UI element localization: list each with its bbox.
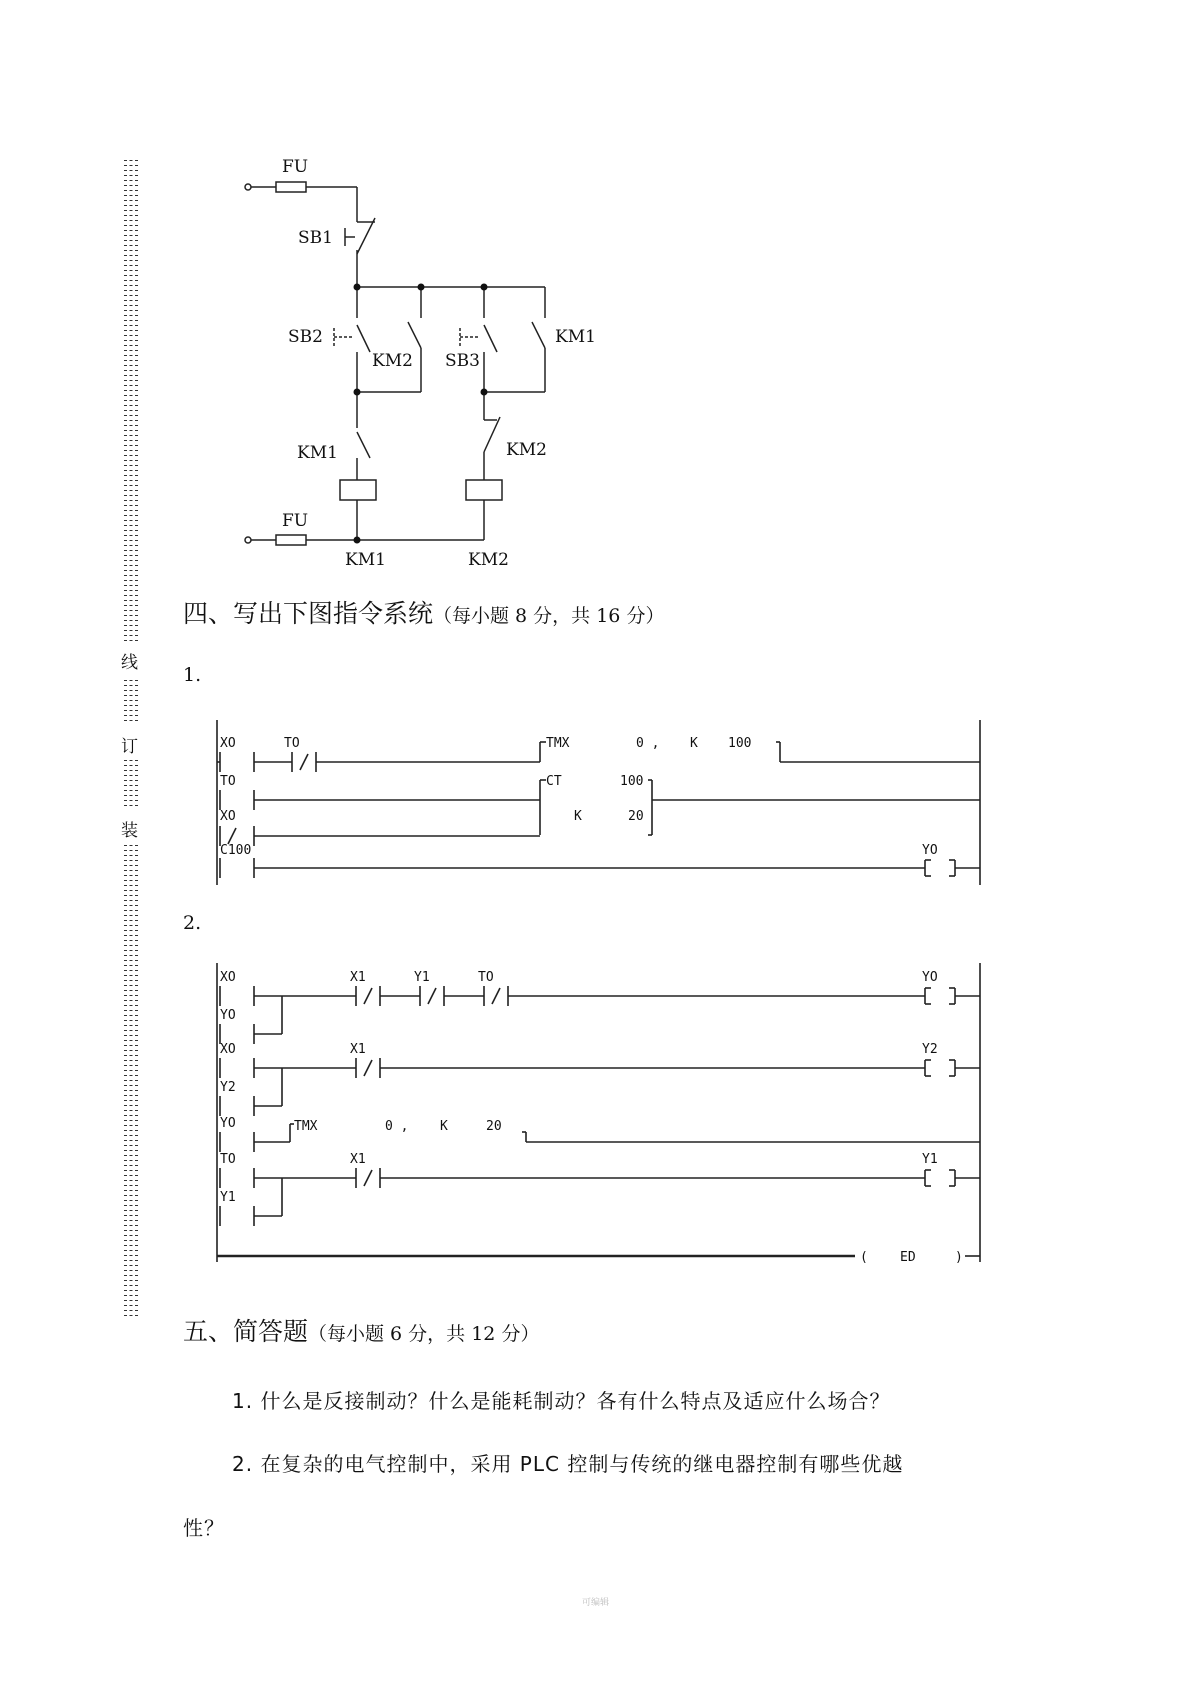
binding-dash (124, 1290, 138, 1291)
section5-heading: 五、简答题 (183, 1317, 309, 1346)
l1-ct-k: K (574, 809, 582, 824)
l2-r1-out-y0: YO (922, 970, 938, 985)
section5-q1: 1. 什么是反接制动？什么是能耗制动？各有什么特点及适应什么场合？ (232, 1389, 891, 1413)
l1-tmx-val: 100 (728, 736, 752, 751)
binding-dash (124, 900, 138, 901)
l1-tmx-no: 0 , (636, 736, 660, 751)
l2-tmx-val: 20 (486, 1119, 502, 1134)
l2-r2-x1: X1 (350, 1042, 366, 1057)
l2-r4-hold-y1: Y1 (220, 1190, 236, 1205)
l2-end: ED (900, 1250, 916, 1265)
binding-dash (124, 625, 138, 626)
l2-r2-x0: XO (220, 1042, 236, 1057)
binding-dash (124, 950, 138, 951)
binding-dash (124, 930, 138, 931)
page-footer: 可编辑 (581, 1598, 609, 1608)
binding-dash (124, 700, 138, 701)
l2-r1-hold-y0: YO (220, 1008, 236, 1023)
l2-r2-out-y2: Y2 (922, 1042, 938, 1057)
binding-dash (124, 635, 138, 636)
section5-q2-line2: 性？ (183, 1516, 225, 1540)
binding-dash (124, 580, 138, 581)
label-km2-interlock: KM2 (506, 440, 547, 460)
l2-end-close: ) (955, 1250, 963, 1265)
section5-q2-line1: 2. 在复杂的电气控制中，采用 PLC 控制与传统的继电器控制有哪些优越 (232, 1452, 904, 1476)
binding-dash (124, 1285, 138, 1286)
binding-dash (124, 915, 138, 916)
fuse-bottom (276, 535, 306, 545)
coil-km2 (466, 480, 502, 500)
relay-circuit-diagram (0, 0, 1191, 580)
section5-title (183, 1312, 539, 1348)
fuse-top (276, 182, 306, 192)
binding-dash (124, 1305, 138, 1306)
l1-contact-t0-r2: TO (220, 774, 236, 789)
coil-km1 (340, 480, 376, 500)
binding-dash (124, 1310, 138, 1311)
l1-contact-x0-r3: XO (220, 809, 236, 824)
l1-out-y0: YO (922, 843, 938, 858)
l2-r1-x1: X1 (350, 970, 366, 985)
binding-dash (124, 615, 138, 616)
binding-dash (124, 920, 138, 921)
binding-dash (124, 1315, 138, 1316)
terminal-top (245, 184, 251, 190)
label-km1-interlock: KM1 (297, 443, 338, 463)
label-fu-top: FU (282, 157, 309, 177)
l2-r2-hold-y2: Y2 (220, 1080, 236, 1095)
label-sb2: SB2 (288, 327, 323, 347)
binding-dash (124, 1280, 138, 1281)
binding-dash (124, 890, 138, 891)
ladder-diagram-1 (0, 710, 1191, 890)
l2-r3-y0: YO (220, 1116, 236, 1131)
l1-tmx: TMX (546, 736, 570, 751)
l1-contact-c100: C100 (220, 843, 252, 858)
binding-dash (124, 590, 138, 591)
l1-ct-val: 20 (628, 809, 644, 824)
binding-dash (124, 945, 138, 946)
l2-r4-out-y1: Y1 (922, 1152, 938, 1167)
binding-dash (124, 605, 138, 606)
l2-tmx-no: 0 , (385, 1119, 409, 1134)
binding-dash (124, 585, 138, 586)
l2-r1-t0: TO (478, 970, 494, 985)
l2-r4-x1: X1 (350, 1152, 366, 1167)
binding-dash (124, 640, 138, 641)
l2-tmx-k: K (440, 1119, 448, 1134)
l1-ct: CT (546, 774, 562, 789)
l1-contact-x0: XO (220, 736, 236, 751)
binding-dash (124, 910, 138, 911)
binding-dash (124, 935, 138, 936)
label-sb3: SB3 (445, 351, 480, 371)
l2-tmx: TMX (294, 1119, 318, 1134)
binding-dash (124, 1270, 138, 1271)
binding-dash (124, 705, 138, 706)
l2-r1-y1: Y1 (414, 970, 430, 985)
label-fu-bottom: FU (282, 511, 309, 531)
binding-dash (124, 1295, 138, 1296)
section4-note: （每小题 8 分，共 16 分） (433, 605, 665, 627)
binding-dash (124, 1300, 138, 1301)
l2-r4-t0: TO (220, 1152, 236, 1167)
binding-dash (124, 610, 138, 611)
binding-dash (124, 940, 138, 941)
section5-note: （每小题 6 分，共 12 分） (308, 1323, 540, 1345)
label-coil-km2: KM2 (468, 550, 509, 570)
section4-title (183, 594, 664, 630)
binding-dash (124, 595, 138, 596)
binding-dash (124, 925, 138, 926)
section4-q1-number: 1. (183, 664, 202, 686)
binding-dash (124, 680, 138, 681)
binding-char-ding: 订 (121, 737, 138, 757)
l2-end-open: ( (860, 1250, 868, 1265)
binding-dash (124, 630, 138, 631)
binding-char-xian: 线 (121, 653, 138, 673)
binding-dash (124, 620, 138, 621)
binding-char-zhuang: 装 (121, 821, 138, 841)
binding-dash (124, 600, 138, 601)
binding-dash (124, 685, 138, 686)
section4-q2-number: 2. (183, 912, 202, 934)
binding-dash (124, 1275, 138, 1276)
label-sb1: SB1 (298, 228, 333, 248)
binding-dash (124, 690, 138, 691)
binding-dash (124, 695, 138, 696)
binding-dash (124, 895, 138, 896)
l1-contact-t0: TO (284, 736, 300, 751)
l1-tmx-k: K (690, 736, 698, 751)
l1-ct-no: 100 (620, 774, 644, 789)
ladder-diagram-2 (0, 955, 1191, 1267)
l2-r1-x0: XO (220, 970, 236, 985)
terminal-bottom (245, 537, 251, 543)
label-coil-km1: KM1 (345, 550, 386, 570)
binding-dash (124, 905, 138, 906)
label-km2-seal: KM2 (372, 351, 413, 371)
section4-heading: 四、写出下图指令系统 (183, 599, 434, 628)
label-km1-seal: KM1 (555, 327, 596, 347)
